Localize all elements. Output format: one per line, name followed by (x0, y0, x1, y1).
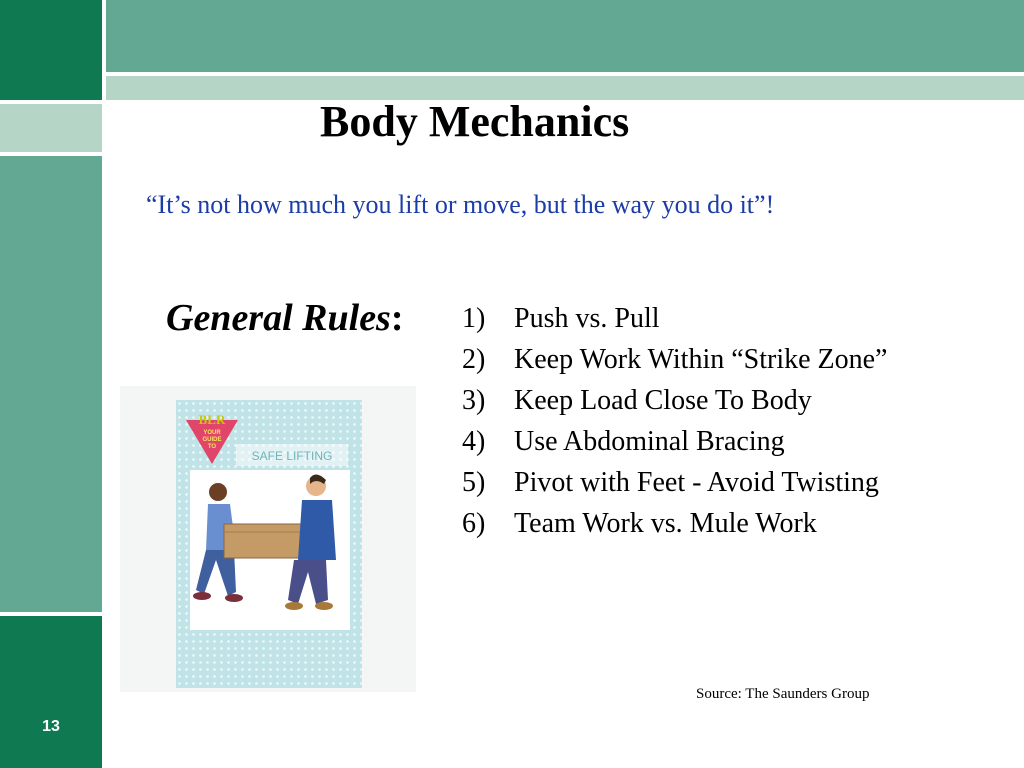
rule-text: Use Abdominal Bracing (514, 426, 785, 457)
left-strip-top-block (0, 0, 102, 100)
rule-item (462, 462, 888, 503)
rule-number: 4) (462, 426, 486, 457)
rule-number: 1) (462, 303, 486, 334)
rules-list (462, 298, 888, 544)
rule-item (462, 421, 888, 462)
badge-line: YOUR (203, 430, 221, 436)
rule-number: 3) (462, 385, 486, 416)
rule-number: 5) (462, 467, 486, 498)
booklet-cover-image (176, 400, 362, 688)
left-strip-light-block (0, 104, 102, 152)
rule-text: Pivot with Feet - Avoid Twisting (514, 467, 879, 498)
shoe-icon (315, 602, 333, 610)
carried-box (224, 524, 302, 558)
rule-item (462, 503, 888, 544)
rule-text: Keep Load Close To Body (514, 385, 812, 416)
rules-heading-colon: : (390, 297, 404, 339)
person-right-body (298, 500, 336, 560)
logo-text: BLR (198, 412, 226, 427)
lifting-illustration (176, 400, 362, 688)
top-band (106, 0, 1024, 72)
rule-number: 6) (462, 508, 486, 539)
rule-item (462, 380, 888, 421)
rule-item (462, 298, 888, 339)
shoe-icon (225, 594, 243, 602)
slide-quote: “It’s not how much you lift or move, but the way you do it”! (146, 190, 775, 219)
badge-line: GUIDE (202, 437, 222, 443)
shoe-icon (193, 592, 211, 600)
left-strip-bottom-block (0, 616, 102, 768)
badge-line: TO (207, 444, 217, 450)
rules-heading (166, 296, 404, 340)
rules-heading-text: General Rules (166, 297, 391, 339)
person-left-head (209, 483, 227, 501)
left-strip-mid-block (0, 156, 102, 612)
rule-text: Push vs. Pull (514, 303, 660, 334)
rule-item (462, 339, 888, 380)
rule-number: 2) (462, 344, 486, 375)
shoe-icon (285, 602, 303, 610)
rule-text: Team Work vs. Mule Work (514, 508, 817, 539)
rule-text: Keep Work Within “Strike Zone” (514, 344, 888, 375)
source-citation: Source: The Saunders Group (696, 686, 870, 702)
slide-title: Body Mechanics (320, 97, 630, 146)
slide-number: 13 (42, 718, 60, 735)
cover-title: SAFE LIFTING (251, 449, 333, 463)
